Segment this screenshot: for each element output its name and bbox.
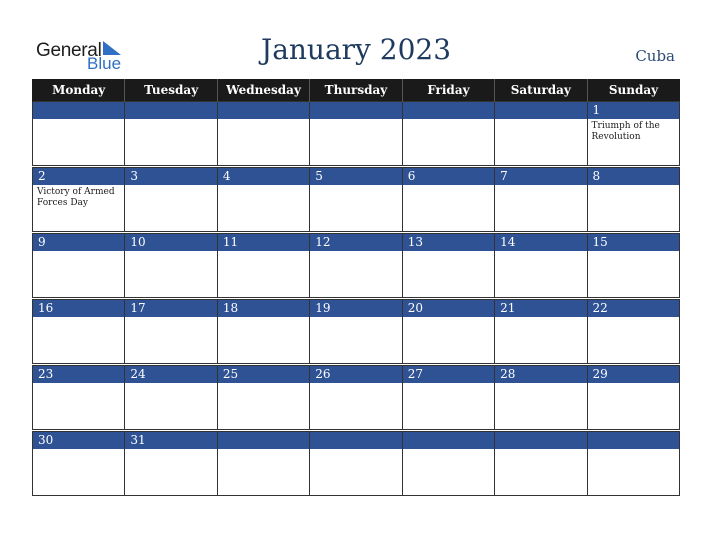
weekday-saturday: Saturday	[495, 79, 587, 102]
day-number: 9	[33, 234, 124, 251]
day-cell	[217, 366, 309, 430]
holiday-label	[403, 383, 494, 385]
day-cell	[587, 102, 679, 166]
day-number: 11	[218, 234, 309, 251]
day-number: 27	[403, 366, 494, 383]
day-number: 29	[588, 366, 679, 383]
holiday-label: Victory of Armed Forces Day	[37, 187, 115, 208]
day-number: 19	[310, 300, 401, 317]
day-cell	[587, 300, 679, 364]
day-cell	[217, 300, 309, 364]
day-cell	[125, 366, 217, 430]
day-number: 18	[218, 300, 309, 317]
holiday-label	[218, 185, 309, 187]
day-number: 31	[125, 432, 216, 449]
holiday-label	[218, 317, 309, 319]
day-cell	[217, 234, 309, 298]
weekday-monday: Monday	[33, 79, 125, 102]
logo-text-blue: Blue	[87, 54, 122, 73]
holiday-label	[33, 383, 124, 385]
day-number: 21	[495, 300, 586, 317]
weekday-sunday: Sunday	[587, 79, 679, 102]
day-number: 15	[588, 234, 679, 251]
day-number	[403, 102, 494, 119]
holiday-label	[33, 317, 124, 319]
day-cell	[495, 366, 587, 430]
day-number	[310, 432, 401, 449]
holiday-label	[218, 251, 309, 253]
holiday-label	[218, 383, 309, 385]
day-number: 10	[125, 234, 216, 251]
logo-text-general: General	[36, 40, 102, 61]
holiday-label	[310, 449, 401, 451]
day-number: 28	[495, 366, 586, 383]
holiday-label	[33, 449, 124, 451]
holiday-label	[403, 449, 494, 451]
day-cell	[495, 168, 587, 232]
day-number	[495, 432, 586, 449]
holiday-label	[403, 119, 494, 121]
day-cell	[495, 432, 587, 496]
day-number	[33, 102, 124, 119]
day-cell	[495, 300, 587, 364]
weekday-tuesday: Tuesday	[125, 79, 217, 102]
day-cell	[125, 432, 217, 496]
day-cell	[402, 234, 494, 298]
week-row	[33, 366, 680, 430]
holiday-label	[125, 251, 216, 253]
day-number: 12	[310, 234, 401, 251]
holiday-label	[310, 185, 401, 187]
day-cell	[125, 300, 217, 364]
week-row	[33, 300, 680, 364]
day-number: 24	[125, 366, 216, 383]
holiday-label	[588, 185, 679, 187]
holiday-label	[218, 449, 309, 451]
day-number: 7	[495, 168, 586, 185]
day-number	[588, 432, 679, 449]
day-cell	[33, 102, 125, 166]
day-number: 22	[588, 300, 679, 317]
day-number: 6	[403, 168, 494, 185]
day-cell	[310, 432, 402, 496]
holiday-label	[495, 185, 586, 187]
holiday-label	[588, 317, 679, 319]
holiday-label	[403, 185, 494, 187]
day-cell	[33, 432, 125, 496]
month-calendar	[32, 79, 680, 496]
holiday-label	[33, 251, 124, 253]
holiday-label	[495, 317, 586, 319]
day-cell	[125, 102, 217, 166]
day-number	[495, 102, 586, 119]
holiday-label	[310, 251, 401, 253]
holiday-label	[495, 449, 586, 451]
day-cell	[402, 366, 494, 430]
day-number	[218, 432, 309, 449]
day-number: 14	[495, 234, 586, 251]
week-row	[33, 234, 680, 298]
holiday-label: Triumph of the Revolution	[591, 121, 660, 142]
weekday-header-row	[33, 79, 680, 102]
holiday-label	[33, 119, 124, 121]
day-cell	[310, 168, 402, 232]
day-cell	[587, 168, 679, 232]
day-cell	[310, 366, 402, 430]
day-cell	[495, 102, 587, 166]
day-cell	[310, 300, 402, 364]
day-number	[403, 432, 494, 449]
day-number: 23	[33, 366, 124, 383]
day-cell	[587, 234, 679, 298]
holiday-label	[125, 185, 216, 187]
holiday-label	[403, 317, 494, 319]
weekday-friday: Friday	[402, 79, 494, 102]
holiday-label	[403, 251, 494, 253]
day-number: 30	[33, 432, 124, 449]
day-number: 20	[403, 300, 494, 317]
day-cell	[402, 168, 494, 232]
day-cell	[402, 300, 494, 364]
holiday-label	[588, 251, 679, 253]
day-cell	[217, 102, 309, 166]
holiday-label	[495, 119, 586, 121]
day-number: 25	[218, 366, 309, 383]
holiday-label	[495, 251, 586, 253]
day-cell	[217, 432, 309, 496]
holiday-label	[588, 383, 679, 385]
day-cell	[310, 234, 402, 298]
calendar-title: January 2023	[260, 33, 452, 66]
holiday-label	[125, 119, 216, 121]
day-cell	[33, 366, 125, 430]
holiday-label	[125, 449, 216, 451]
day-cell	[495, 234, 587, 298]
holiday-label	[310, 119, 401, 121]
weekday-wednesday: Wednesday	[217, 79, 309, 102]
holiday-label	[310, 383, 401, 385]
holiday-label	[218, 119, 309, 121]
day-number: 26	[310, 366, 401, 383]
calendar-body	[33, 102, 680, 496]
weekday-thursday: Thursday	[310, 79, 402, 102]
week-row	[33, 432, 680, 496]
day-number: 3	[125, 168, 216, 185]
day-number: 17	[125, 300, 216, 317]
week-row	[33, 168, 680, 232]
day-cell	[125, 168, 217, 232]
day-number: 4	[218, 168, 309, 185]
day-cell	[125, 234, 217, 298]
day-cell	[402, 432, 494, 496]
day-number: 5	[310, 168, 401, 185]
week-row	[33, 102, 680, 166]
day-number: 2	[33, 168, 124, 185]
day-cell	[310, 102, 402, 166]
day-number: 8	[588, 168, 679, 185]
day-cell	[587, 432, 679, 496]
day-number	[125, 102, 216, 119]
day-number	[218, 102, 309, 119]
day-cell	[33, 300, 125, 364]
holiday-label	[588, 449, 679, 451]
day-number: 13	[403, 234, 494, 251]
holiday-label	[125, 317, 216, 319]
day-number: 1	[588, 102, 679, 119]
holiday-label	[125, 383, 216, 385]
day-cell	[587, 366, 679, 430]
day-number	[310, 102, 401, 119]
day-cell	[402, 102, 494, 166]
day-cell	[33, 168, 125, 232]
holiday-label	[310, 317, 401, 319]
day-cell	[217, 168, 309, 232]
holiday-label	[495, 383, 586, 385]
country-label: Cuba	[635, 47, 675, 65]
day-cell	[33, 234, 125, 298]
day-number: 16	[33, 300, 124, 317]
